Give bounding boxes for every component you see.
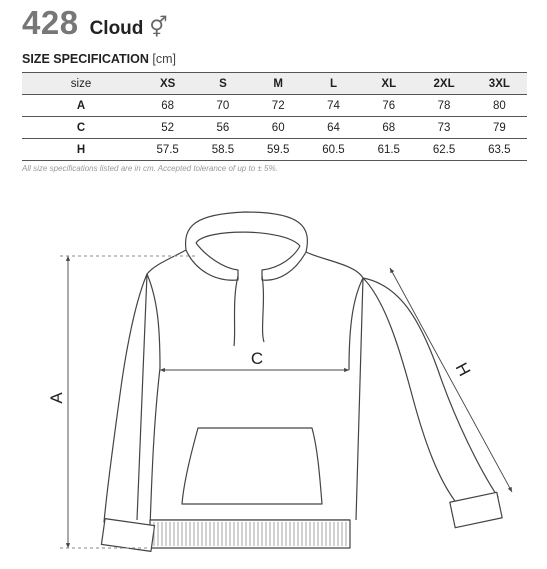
hood-front-right: [262, 246, 306, 280]
hoodie-outline: [101, 212, 502, 551]
table-cell: 57.5: [140, 139, 195, 161]
column-header: L: [306, 73, 361, 95]
label-a: A: [47, 392, 66, 404]
column-header: S: [195, 73, 250, 95]
unisex-icon: ⚥: [149, 17, 168, 39]
column-header: XS: [140, 73, 195, 95]
row-label: C: [22, 117, 140, 139]
column-header: XL: [361, 73, 416, 95]
spec-title-text: SIZE SPECIFICATION: [22, 52, 149, 66]
drawstring-left: [234, 276, 238, 346]
column-header: size: [22, 73, 140, 95]
table-cell: 62.5: [416, 139, 471, 161]
table-cell: 64: [306, 117, 361, 139]
column-header: M: [251, 73, 306, 95]
table-cell: 70: [195, 95, 250, 117]
body-right-side: [306, 252, 363, 520]
drawstring-right: [262, 276, 264, 342]
row-label: H: [22, 139, 140, 161]
spec-unit: [cm]: [152, 52, 176, 66]
table-cell: 76: [361, 95, 416, 117]
label-h: H: [451, 359, 475, 380]
table-cell: 61.5: [361, 139, 416, 161]
table-cell: 60.5: [306, 139, 361, 161]
column-header: 2XL: [416, 73, 471, 95]
right-sleeve: [363, 278, 498, 505]
model-number: 428: [22, 4, 79, 41]
table-cell: 68: [361, 117, 416, 139]
tolerance-note: All size specifications listed are in cm. Accepted tolerance of up to ± 5%.: [22, 164, 278, 173]
body-left-side: [137, 250, 186, 520]
armhole-left: [147, 274, 160, 368]
table-cell: 72: [251, 95, 306, 117]
row-label: A: [22, 95, 140, 117]
table-cell: 73: [416, 117, 471, 139]
left-sleeve: [104, 274, 160, 528]
table-cell: 68: [140, 95, 195, 117]
table-cell: 58.5: [195, 139, 250, 161]
table-cell: 59.5: [251, 139, 306, 161]
table-cell: 52: [140, 117, 195, 139]
table-cell: 74: [306, 95, 361, 117]
table-cell: 80: [472, 95, 527, 117]
table-cell: 63.5: [472, 139, 527, 161]
hood-inner: [196, 232, 300, 246]
product-name: Cloud: [89, 18, 144, 39]
table-cell: 78: [416, 95, 471, 117]
cuff-right: [450, 492, 502, 527]
measure-a: [60, 256, 195, 548]
hood-front-left: [186, 243, 238, 280]
table-cell: 60: [251, 117, 306, 139]
label-c: C: [250, 349, 264, 368]
column-header: 3XL: [472, 73, 527, 95]
table-cell: 79: [472, 117, 527, 139]
table-cell: 56: [195, 117, 250, 139]
pocket: [182, 428, 322, 504]
cuff-left: [101, 519, 154, 552]
